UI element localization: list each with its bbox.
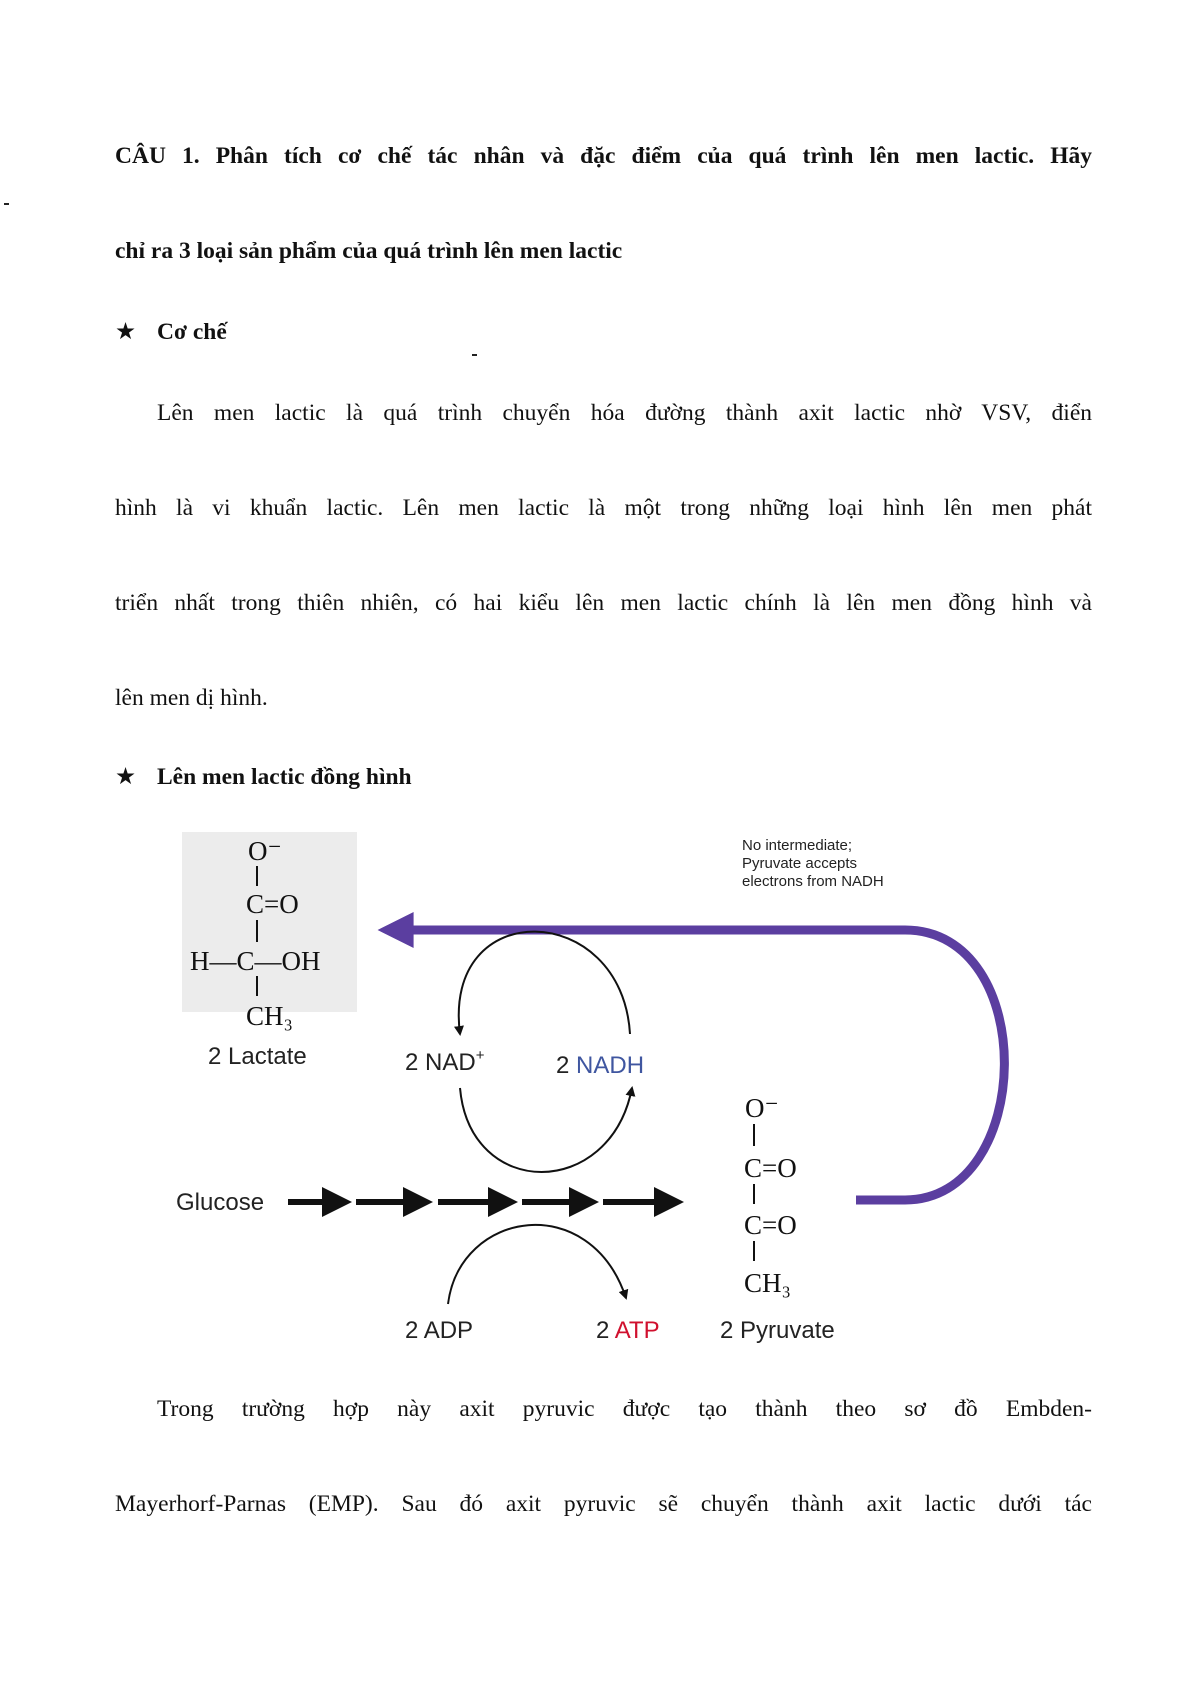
question-line-1: CÂU 1. Phân tích cơ chế tác nhân và đặc điểm của quá trình lên men lactic. Hãy [115, 143, 1092, 169]
glucose-label: Glucose [176, 1189, 265, 1216]
star-icon: ★ [115, 764, 137, 790]
paragraph-line: lên men dị hình. [115, 685, 268, 711]
atp-label: 2 ATP [596, 1317, 660, 1344]
section-heading-homolactic [115, 762, 412, 791]
section-heading-mechanism [115, 317, 227, 346]
question-line-2: chỉ ra 3 loại sản phẩm của quá trình lên men lactic [115, 238, 623, 264]
pyruvate-carboxyl: C=O [744, 1153, 797, 1183]
pyruvate-carbonyl: C=O [744, 1210, 797, 1240]
section-heading-text: Lên men lactic đồng hình [157, 764, 412, 790]
nad-regeneration-arrow [459, 932, 630, 1034]
pyruvate-methyl: CH₃ [744, 1268, 791, 1298]
emp-paragraph [115, 1362, 1092, 1552]
lactate-o-minus: O⁻ [248, 836, 282, 866]
note-line: electrons from NADH [742, 873, 884, 890]
paragraph-line: Lên men lactic là quá trình chuyển hóa đường thành axit lactic nhờ VSV, điển [157, 400, 1092, 426]
section-heading-text: Cơ chế [157, 319, 227, 345]
note-line: Pyruvate accepts [742, 855, 858, 872]
star-icon: ★ [115, 319, 137, 345]
lactic-fermentation-diagram [170, 820, 1020, 1360]
lactate-carbonyl: C=O [246, 889, 299, 919]
mechanism-paragraph [115, 366, 1092, 746]
paragraph-line: hình là vi khuẩn lactic. Lên men lactic là một trong những loại hình lên men phát [115, 495, 1092, 521]
nad-reduction-arrow [460, 1088, 632, 1172]
paragraph-line: Trong trường hợp này axit pyruvic được tạo thành theo sơ đồ Embden- [157, 1396, 1092, 1422]
lactate-hydroxyl: H—C—OH [190, 946, 321, 976]
lactate-methyl: CH₃ [246, 1001, 293, 1031]
nadh-return-arrow [392, 930, 1004, 1200]
pyruvate-o-minus: O⁻ [745, 1093, 779, 1123]
stray-mark [472, 354, 477, 356]
paragraph-line: Mayerhorf-Parnas (EMP). Sau đó axit pyruvic sẽ chuyển thành axit lactic dưới tác [115, 1491, 1092, 1517]
nadh-label: 2 NADH [556, 1052, 645, 1079]
note-line: No intermediate; [742, 837, 853, 854]
paragraph-line: triển nhất trong thiên nhiên, có hai kiểu lên men lactic chính là lên men đồng hình và [115, 590, 1092, 616]
atp-synthesis-arrow [448, 1225, 626, 1304]
stray-mark [4, 203, 9, 205]
pyruvate-label: 2 Pyruvate [720, 1317, 835, 1344]
adp-label: 2 ADP [405, 1317, 474, 1344]
lactate-label: 2 Lactate [208, 1043, 307, 1070]
nad-label: 2 NAD+ [405, 1047, 485, 1076]
